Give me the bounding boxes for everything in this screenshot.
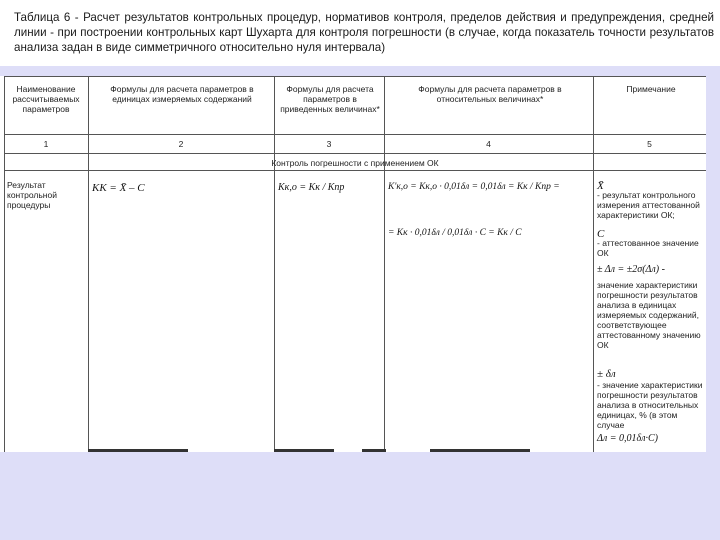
note-x-symbol: X̄ [597, 180, 604, 192]
row-border [4, 153, 706, 154]
bottom-rule [362, 449, 386, 452]
column-number: 2 [178, 139, 184, 149]
note-x-desc: - результат контрольного измерения аттестованной характеристики ОК; [597, 190, 700, 220]
row-border [4, 134, 706, 135]
bottom-rule [430, 449, 530, 452]
header-notes: Примечание [626, 84, 676, 94]
column-border [274, 76, 275, 452]
column-border [4, 76, 5, 452]
note-delta-rel-symbol: ± δл [597, 368, 616, 380]
note-c-symbol: C [597, 228, 605, 240]
bottom-rule [274, 449, 334, 452]
column-number: 1 [43, 139, 49, 149]
section-title: Контроль погрешности с применением ОК [271, 158, 439, 168]
header-formula-reduced: Формулы для расчета параметров в приведенных величинах* [280, 84, 380, 114]
caption-text: Таблица 6 - Расчет результатов контрольных процедур, нормативов контроля, пределов действия и предупреждения, средней линии - при построении контрольных карт Шухарта для контроля погрешности (в случае, когда показатель точности результатов анализа задан в виде симметричного относительно нуля интервала) [14, 11, 714, 54]
note-delta-desc: значение характеристики погрешности результатов анализа в единицах измеряемых содержаний, соответствующее аттестованному значению ОК [597, 280, 701, 350]
column-number: 3 [326, 139, 332, 149]
row-border [4, 170, 706, 171]
table-caption [14, 10, 714, 55]
calculation-table [0, 76, 706, 452]
formula-reduced: Kк,о = Kк / Kпр [278, 182, 345, 193]
column-number: 4 [486, 139, 491, 149]
formula-relative-line2: = Kк · 0,01δл / 0,01δл · C = Kк / C [388, 228, 522, 238]
parameter-name: Результат контрольной процедуры [7, 180, 57, 210]
background-band-bottom [0, 452, 720, 540]
column-border [88, 76, 89, 452]
note-delta-rel-formula: Δл = 0,01δл·C) [597, 433, 658, 444]
column-number: 5 [647, 139, 652, 149]
formula-units: KК = X̄ – C [92, 182, 145, 194]
note-delta-symbol: ± Δл = ±2σ(Δл) - [597, 264, 665, 275]
formula-relative-line1: K'к,о = Kк,о · 0,01δл = 0,01δл = Kк / Kпр = [388, 182, 560, 192]
note-c-desc: - аттестованное значение ОК [597, 238, 699, 258]
column-border [593, 76, 594, 452]
bottom-rule [88, 449, 188, 452]
column-border [384, 76, 385, 452]
header-parameter-name: Наименование рассчитываемых параметров [12, 84, 80, 114]
note-delta-rel-desc: - значение характеристики погрешности результатов анализа в относительных единицах, % (в этом случае [597, 380, 703, 430]
row-border [4, 76, 706, 77]
header-formula-units: Формулы для расчета параметров в единицах измеряемых содержаний [110, 84, 254, 104]
background-band-top [0, 66, 720, 76]
header-formula-relative: Формулы для расчета параметров в относительных величинах* [418, 84, 562, 104]
